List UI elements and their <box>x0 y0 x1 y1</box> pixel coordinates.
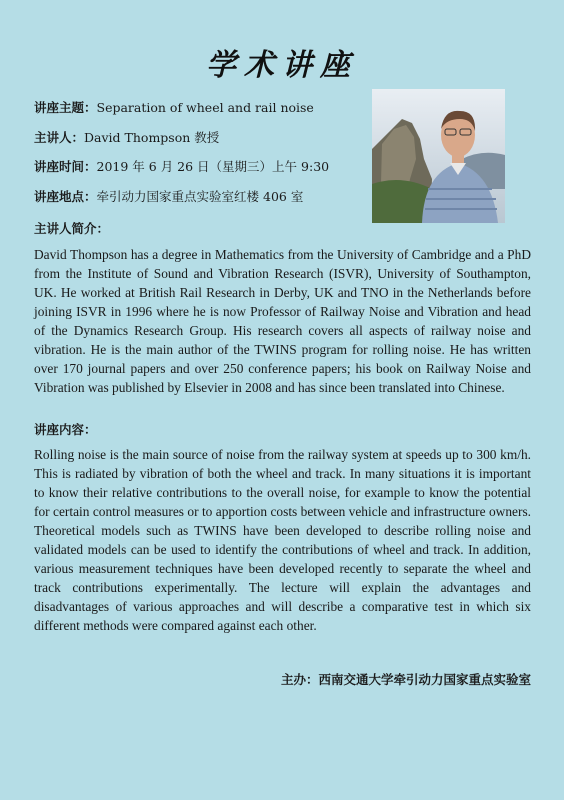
time-row <box>34 158 364 176</box>
content-text: Rolling noise is the main source of noise from the railway system at speeds up to 300 km/h. This is radiated by vibration of both the wheel and track. In many situations it is important to know their relative contributions to the overall noise, for example to know the potential for certain control measures or to apportion costs between vehicle and infrastructure owners. Theoretical models such as TWINS have been developed to describe rolling noise and validated models can be used to identify the contributions of wheel and track. In addition, various measurement techniques have been developed recently to separate the wheel and track contributions experimentally. The lecture will explain the advantages and disadvantages of various approaches and will describe a comparative test in which six different methods were compared against each other. <box>34 447 531 633</box>
place-value: 牵引动力国家重点实验室红楼 406 室 <box>96 188 304 204</box>
speaker-photo <box>372 89 505 223</box>
sponsor: 主办：西南交通大学牵引动力国家重点实验室 <box>280 672 531 687</box>
page-title: 学术讲座 <box>206 48 358 83</box>
time-label: 讲座时间： <box>34 159 97 174</box>
speaker-value: David Thompson 教授 <box>84 129 220 145</box>
topic-row <box>34 99 364 117</box>
speaker-row <box>34 129 364 147</box>
bio-text: David Thompson has a degree in Mathematics from the University of Cambridge and a PhD from the Institute of Sound and Vibration Research (ISVR), University of Southampton, UK. He worked at British Rail Research in Derby, UK and TNO in the Netherlands before joining ISVR in 1996 where he is now Professor of Railway Noise and Vibration and head of the Dynamics Research Group. His research covers all aspects of railway noise and vibration. He is the main author of the TWINS program for rolling noise. He has written over 170 journal papers and over 250 conference papers; his book on Railway Noise and Vibration was published by Elsevier in 2008 and has since been translated into Chinese. <box>34 247 531 395</box>
place-row <box>34 188 364 206</box>
content-heading: 讲座内容： <box>34 422 97 437</box>
place-label: 讲座地点： <box>34 188 97 204</box>
topic-label: 讲座主题： <box>34 100 97 115</box>
topic-value: Separation of wheel and rail noise <box>96 100 314 115</box>
time-value: 2019 年 6 月 26 日（星期三）上午 9:30 <box>96 159 330 174</box>
lecture-info <box>34 99 364 217</box>
speaker-label: 主讲人： <box>34 129 85 145</box>
bio-heading: 主讲人简介： <box>34 221 110 236</box>
